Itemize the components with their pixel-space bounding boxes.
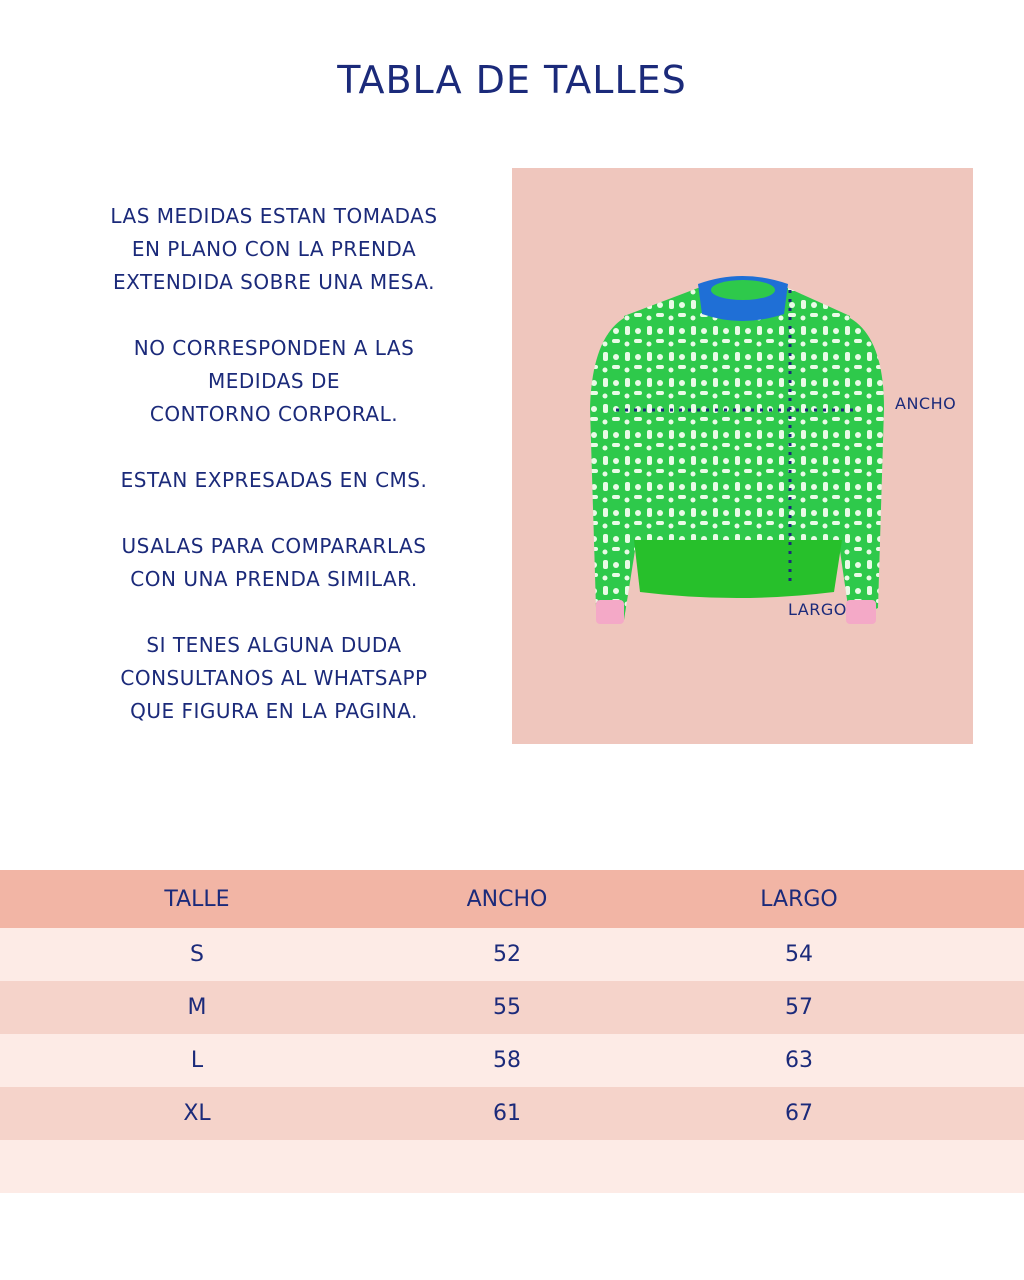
ancho-label: ANCHO <box>895 394 957 413</box>
header-talle: TALLE <box>164 886 230 912</box>
instruction-paragraph: ESTAN EXPRESADAS EN CMS. <box>120 468 428 492</box>
instruction-paragraph: USALAS PARA COMPARARLAS CON UNA PRENDA SIMILAR. <box>121 534 427 591</box>
cell-ancho: 55 <box>493 995 521 1020</box>
instruction-paragraph: NO CORRESPONDEN A LAS MEDIDAS DE CONTORNO CORPORAL. <box>133 336 415 426</box>
cell-talle: XL <box>183 1101 211 1126</box>
header-largo: LARGO <box>760 886 838 912</box>
left-cuff <box>596 600 624 624</box>
instruction-paragraph: SI TENES ALGUNA DUDA CONSULTANOS AL WHATSAPP QUE FIGURA EN LA PAGINA. <box>120 633 428 723</box>
table-row <box>0 1034 1024 1087</box>
cell-largo: 67 <box>785 1101 813 1126</box>
largo-label: LARGO <box>788 600 847 619</box>
table-row <box>0 928 1024 981</box>
table-header-row <box>0 870 1024 928</box>
table-row <box>0 1087 1024 1140</box>
cell-ancho: 52 <box>493 942 521 967</box>
table-row <box>0 981 1024 1034</box>
sweater-hem <box>634 540 842 598</box>
cell-talle: S <box>190 942 204 967</box>
instructions-text <box>40 200 508 761</box>
sweater-photo <box>512 168 973 744</box>
instruction-paragraph: LAS MEDIDAS ESTAN TOMADAS EN PLANO CON LA PRENDA EXTENDIDA SOBRE UNA MESA. <box>110 204 438 294</box>
size-table <box>0 870 1024 1193</box>
right-cuff <box>846 600 876 624</box>
table-row <box>0 1140 1024 1193</box>
page-title: TABLA DE TALLES <box>337 58 687 102</box>
cell-talle: L <box>190 1048 204 1073</box>
cell-talle: M <box>187 995 207 1020</box>
sweater-body <box>624 288 850 543</box>
sweater-illustration <box>512 168 973 744</box>
cell-largo: 54 <box>785 942 813 967</box>
cell-largo: 63 <box>785 1048 813 1073</box>
cell-ancho: 58 <box>493 1048 521 1073</box>
header-ancho: ANCHO <box>466 886 548 912</box>
cell-ancho: 61 <box>493 1101 521 1126</box>
cell-largo: 57 <box>785 995 813 1020</box>
